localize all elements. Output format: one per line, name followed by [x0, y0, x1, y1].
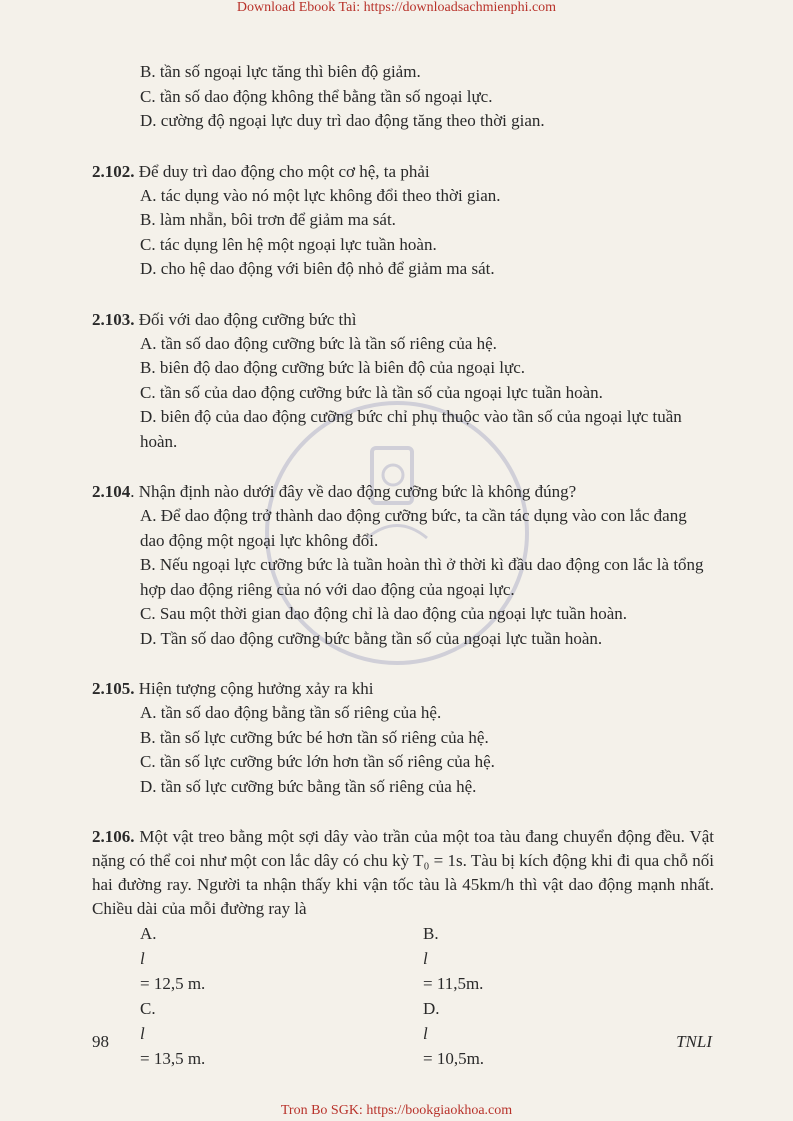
question-stem: Hiện tượng cộng hưởng xảy ra khi [134, 679, 374, 698]
option-c: C. tần số lực cưỡng bức lớn hơn tần số riêng của hệ. [140, 752, 495, 771]
option-b: B. làm nhẵn, bôi trơn để giảm ma sát. [140, 210, 396, 229]
question-2-106 [92, 825, 714, 1071]
option-a: A. tần số dao động cưỡng bức là tần số riêng của hệ. [140, 333, 497, 353]
option-c: C. tác dụng lên hệ một ngoại lực tuần hoàn. [140, 234, 437, 254]
question-2-102 [92, 160, 714, 282]
option-c: C. tần số dao động không thể bằng tần số ngoại lực. [140, 86, 493, 106]
question-number: 2.106. [92, 827, 135, 846]
option-d: D. biên độ của dao động cưỡng bức chỉ phụ thuộc vào tần số của ngoại lực tuần hoàn. [140, 407, 682, 451]
top-download-banner: Download Ebook Tai: https://downloadsachmienphi.com [236, 0, 557, 15]
question-stem: Để duy trì dao động cho một cơ hệ, ta phải [134, 161, 430, 181]
option-d: D. l= 10,5m. [423, 999, 485, 1068]
option-b: B. Nếu ngoại lực cưỡng bức là tuần hoàn thì ở thời kì đầu dao động con lắc là tổng hợp dao động riêng của nó với dao động của ngoại lực. [140, 555, 704, 599]
option-a: A. tần số dao động bằng tần số riêng của hệ. [140, 703, 442, 722]
footer-code: TNLI [676, 1032, 712, 1051]
option-b: B. biên độ dao động cưỡng bức là biên độ của ngoại lực. [140, 358, 526, 377]
option-a: A. tác dụng vào nó một lực không đổi theo thời gian. [140, 185, 501, 205]
option-a: A. l= 12,5 m. [140, 924, 206, 993]
question-number: 2.102. [92, 161, 135, 181]
option-d: D. cường độ ngoại lực duy trì dao động tăng theo thời gian. [140, 111, 545, 130]
question-stem: Một vật treo bằng một sợi dây vào trần của một toa tàu đang chuyển động đều. Vật nặng có thể coi như một con lắc dây có chu kỳ T₀ = 1s. Tàu bị kích động khi đi qua chỗ nối hai đường ray. Người ta nhận thấy khi vận tốc tàu là 45km/h thì vật dao động mạnh nhất. Chiều dài của mỗi đường ray là [92, 827, 714, 918]
question-number: 2.105. [92, 679, 135, 698]
option-b: B. tần số ngoại lực tăng thì biên độ giảm. [140, 62, 421, 81]
question-2-105 [92, 677, 714, 799]
question-number: 2.103. [92, 309, 135, 329]
question-stem: Đối với dao động cưỡng bức thì [134, 309, 357, 329]
options-row-1 [92, 921, 714, 996]
page-number: 98 [92, 1032, 109, 1051]
question-stem: . Nhận định nào dưới đây về dao động cưỡng bức là không đúng? [130, 482, 577, 501]
option-a: A. Để dao động trở thành dao động cưỡng bức, ta cần tác dụng vào con lắc đang dao động một ngoại lực không đổi. [140, 506, 687, 550]
option-b: B. tần số lực cưỡng bức bé hơn tần số riêng của hệ. [140, 727, 489, 747]
option-c: C. Sau một thời gian dao động chỉ là dao động của ngoại lực tuần hoàn. [140, 604, 628, 623]
continuation-options [92, 60, 714, 134]
bottom-sgk-banner: Tron Bo SGK: https://bookgiaokhoa.com [280, 1103, 513, 1118]
option-d: D. tần số lực cưỡng bức bằng tần số riêng của hệ. [140, 776, 477, 796]
option-c: C. l= 13,5 m. [140, 999, 206, 1068]
question-2-104 [92, 480, 714, 651]
page-content [92, 60, 714, 1097]
options-row-2 [92, 996, 714, 1071]
question-2-103 [92, 308, 714, 455]
option-c: C. tần số của dao động cưỡng bức là tần số của ngoại lực tuần hoàn. [140, 382, 603, 402]
option-b: B. l= 11,5m. [423, 924, 484, 993]
option-d: D. cho hệ dao động với biên độ nhỏ để giảm ma sát. [140, 259, 495, 278]
option-d: D. Tần số dao động cưỡng bức bằng tần số của ngoại lực tuần hoàn. [140, 628, 603, 648]
question-number: 2.104 [92, 482, 131, 501]
